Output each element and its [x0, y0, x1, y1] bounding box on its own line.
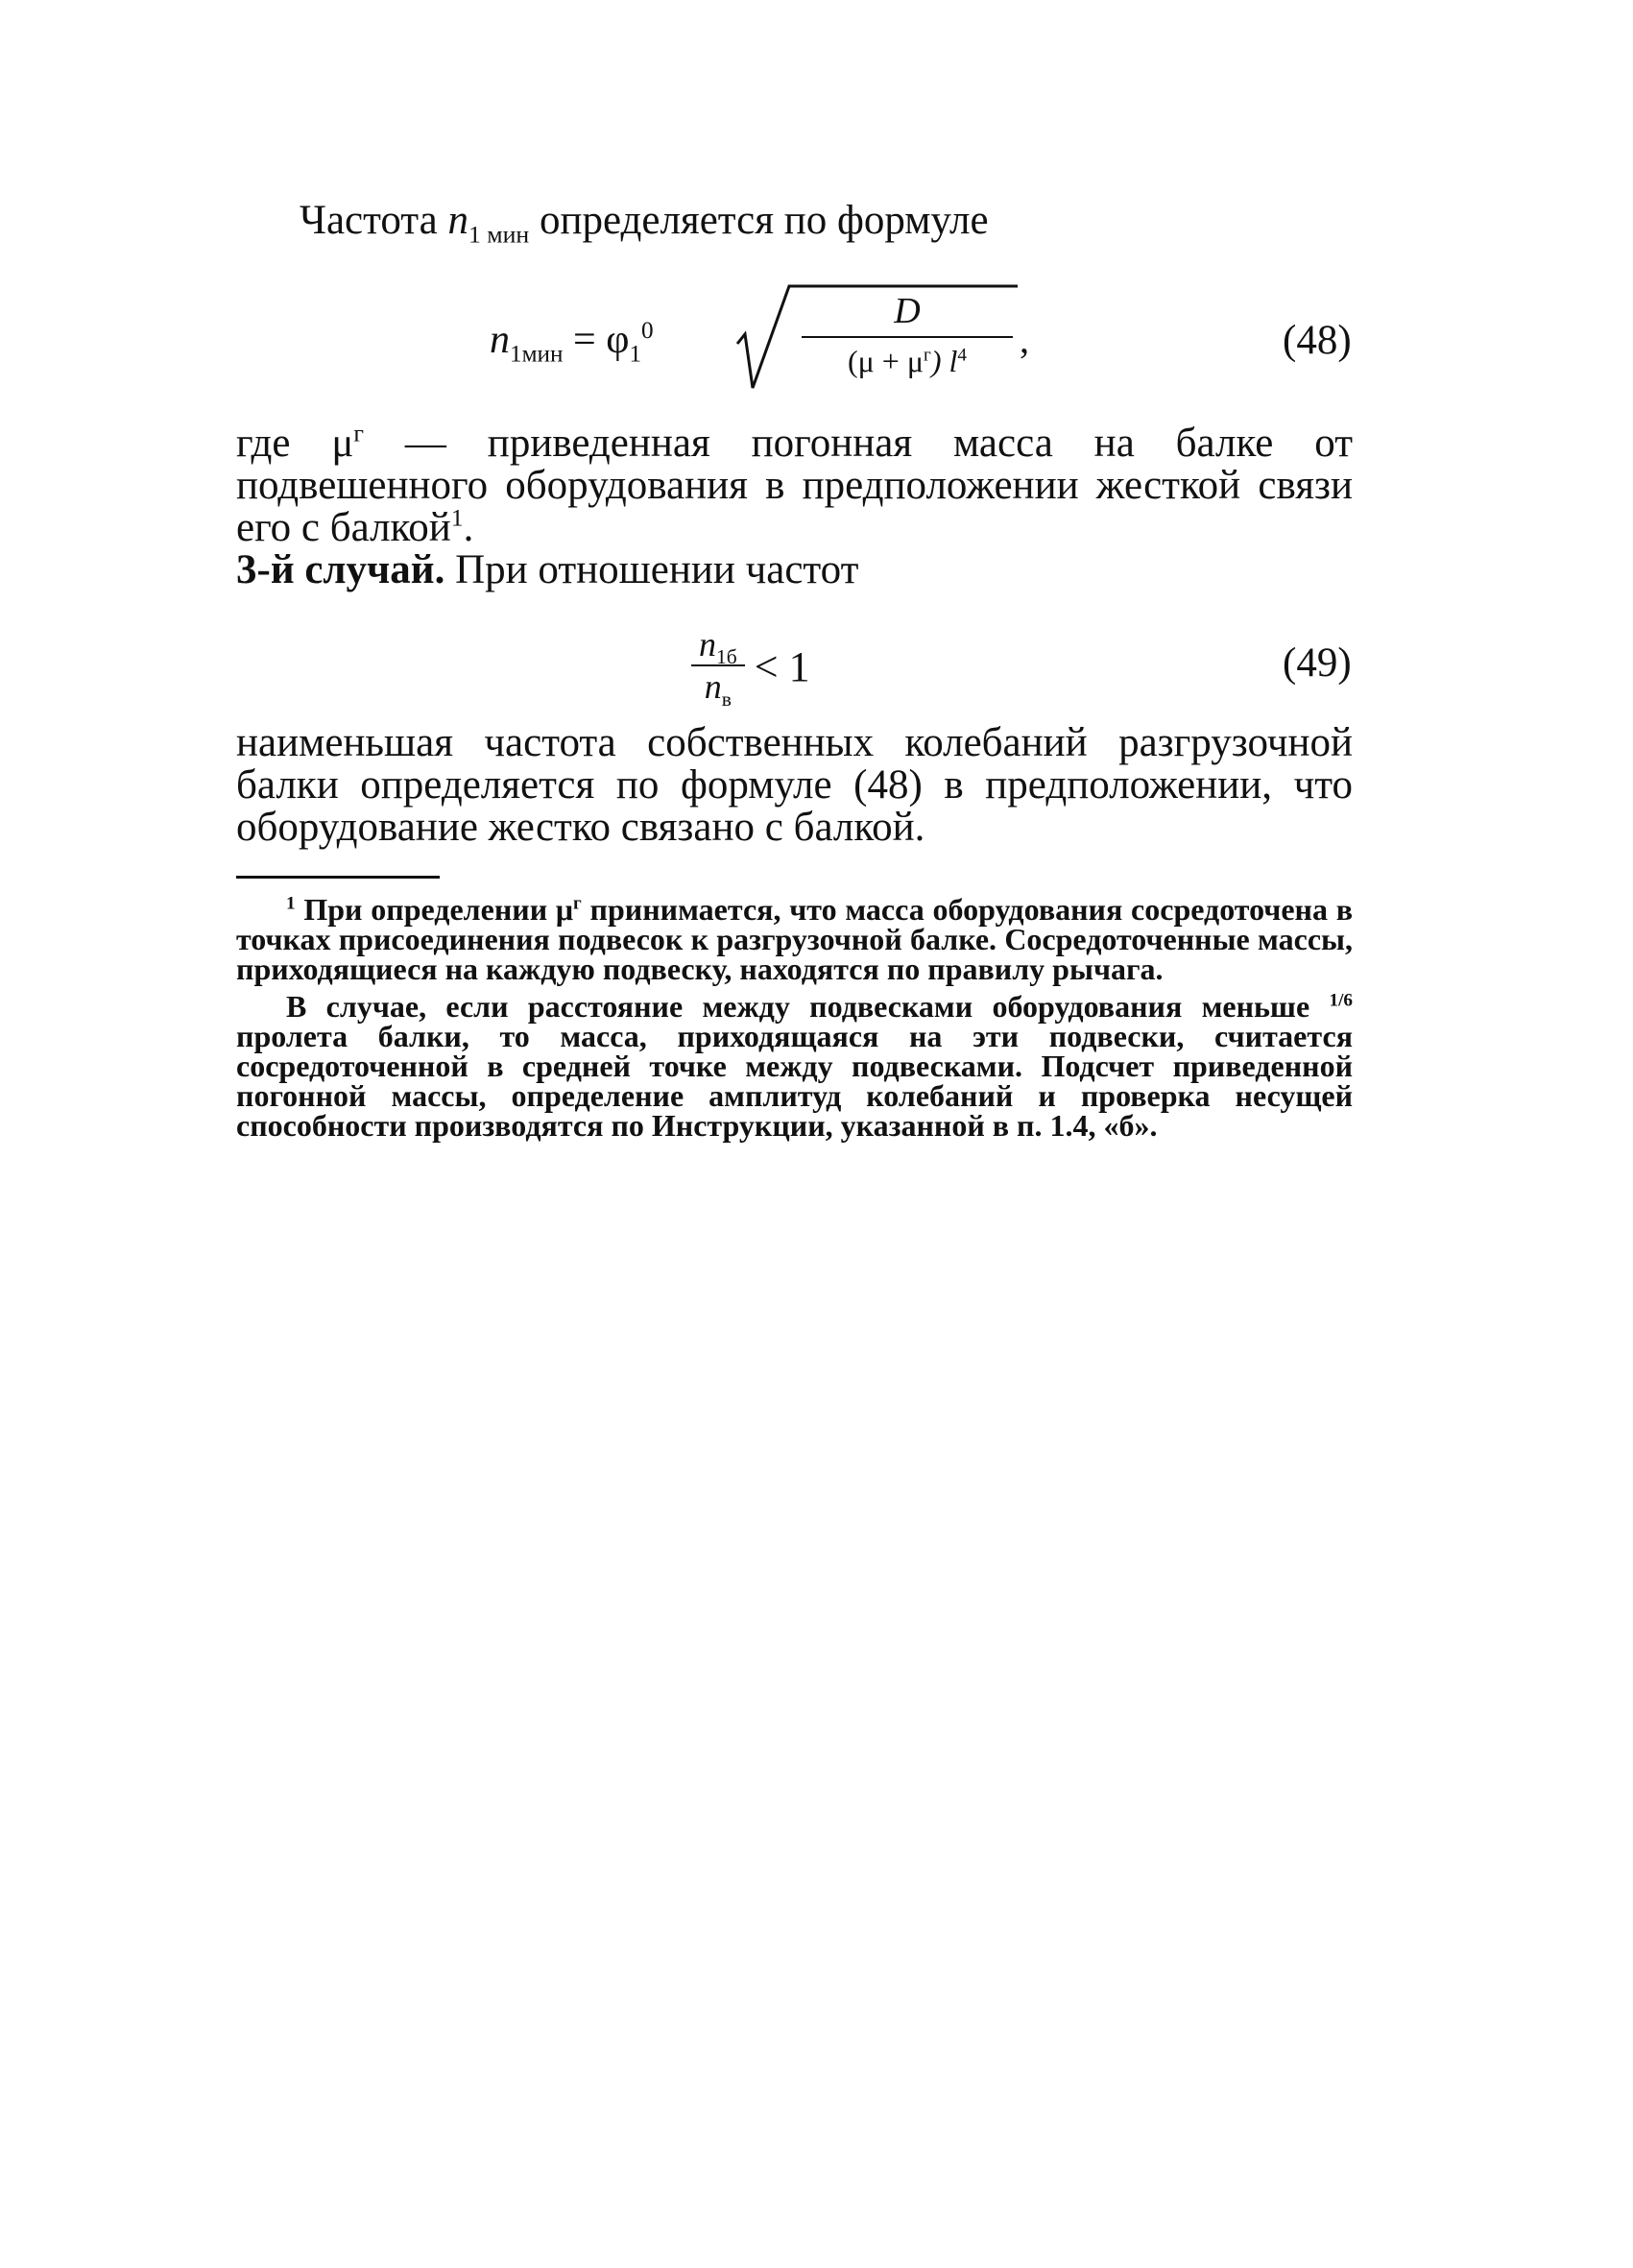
eq48-lhs-sub: 1мин [510, 341, 564, 368]
eq48-phi-sub: 1 [629, 341, 642, 368]
intro-rest: определяется по формуле [539, 198, 989, 243]
footnote-fraction: 1/6 [1329, 990, 1353, 1011]
eq49-number: (49) [1283, 640, 1352, 686]
eq48-equals: = [573, 318, 596, 362]
equation-49 [691, 626, 810, 722]
footnote-paragraph-1: $^1$ При определении $\mu^г$ принимается, что масса оборудования сосредоточена в точках присоединения подвесок к разгрузочной балке. Сосредоточенные массы, приходящиеся на каждую подвеску, находятся по правилу рычага. [236, 892, 1353, 986]
footnote-paragraph-2: В случае, если расстояние между подвесками оборудования меньше $^{1/6}$ пролета балки, то масса, приходящаяся на эти подвески, считается сосредоточенной в средней точке между подвесками. Подсчет приведенной погонной массы, определение амплитуд колебаний и проверка несущей способности производятся по Инструкции, указанной в п. 1.4, «б». [236, 989, 1353, 1143]
footnote-separator [236, 876, 440, 879]
case3-line: 3-й случай. При отношении частот [236, 547, 859, 592]
intro-var: n [447, 198, 468, 243]
eq49-relation: < 1 [754, 642, 810, 690]
eq48-numerator: D [894, 291, 921, 331]
eq48-phi-sup: 0 [641, 318, 654, 344]
conclusion-paragraph: наименьшая частота собственных колебаний разгрузочной балки определяется по формуле (48) в предположении, что оборудование жестко связано с балкой. [236, 720, 1353, 850]
eq48-fraction-bar [802, 336, 1013, 338]
eq48-lhs-var: n [490, 318, 510, 362]
footnote-mark: 1 [286, 893, 296, 914]
eq48-denominator: $(\mu + \mu^г)$ $l^4$ [847, 344, 968, 378]
eq48-number: (48) [1283, 318, 1352, 363]
intro-word: Частота [300, 198, 438, 243]
footnote [236, 892, 1353, 1143]
eq49-denominator: $n_в$ [704, 666, 732, 711]
eq49-numerator: $n_{1б}$ [691, 626, 745, 666]
eq48-phi: φ [606, 318, 630, 362]
intro-var-sub: 1 мин [468, 220, 530, 249]
footnote-ref: 1 [450, 503, 464, 532]
eq48-comma: , [1020, 318, 1029, 361]
where-paragraph: где $\mu^г$ — приведенная погонная масса на балке от подвешенного оборудования в предположении жесткой связи его с балкой$^1$. [236, 419, 1353, 550]
intro-line [300, 198, 1356, 249]
case3-heading: 3-й случай. [236, 547, 445, 592]
equation-48 [490, 280, 1027, 396]
